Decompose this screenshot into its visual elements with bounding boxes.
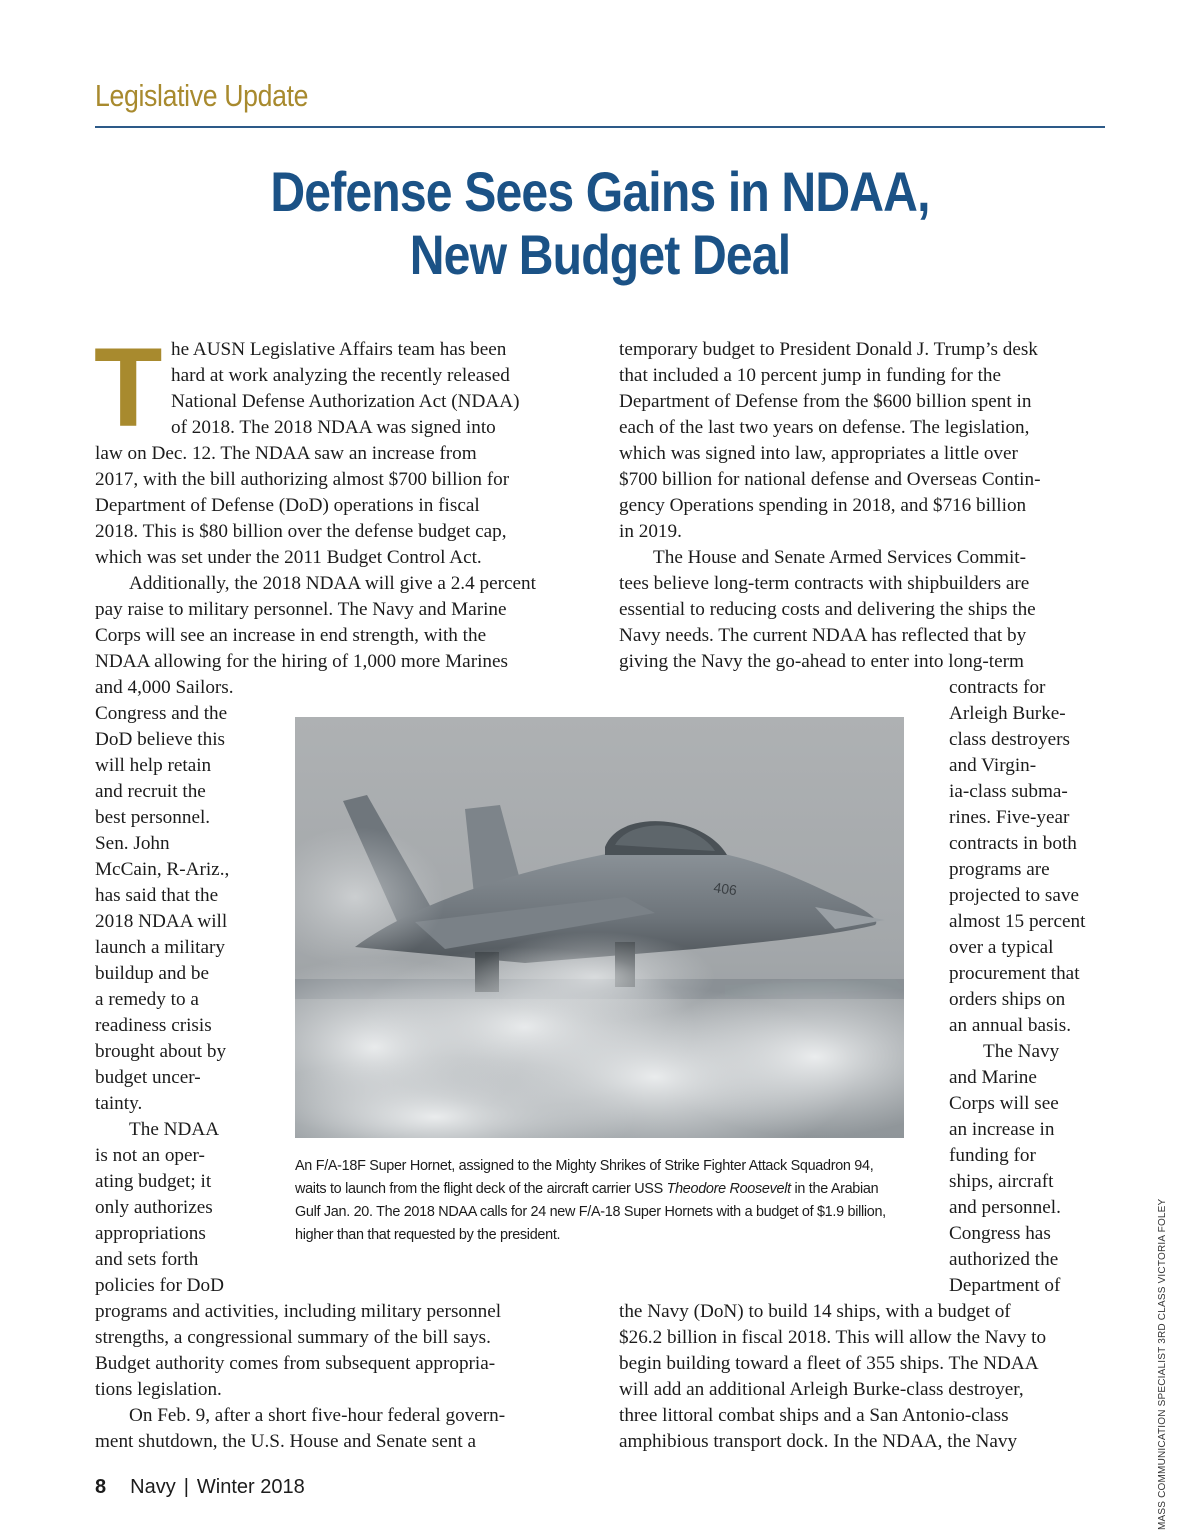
article-line: programs and activities, including military personnel (95, 1301, 502, 1322)
article-line: Arleigh Burke- (949, 703, 1066, 724)
article-line: gency Operations spending in 2018, and $716 billion (619, 495, 1027, 516)
article-line: contracts for (949, 677, 1046, 698)
article-line: three littoral combat ships and a San Antonio-class (619, 1405, 1009, 1426)
article-line: ment shutdown, the U.S. House and Senate sent a (95, 1431, 477, 1452)
article-line: ships, aircraft (949, 1171, 1054, 1192)
page-number: 8 (95, 1476, 107, 1498)
section-label: Legislative Update (95, 78, 309, 113)
article-line: only authorizes (95, 1197, 213, 1218)
article-line: The Navy (983, 1041, 1060, 1062)
article-line: Sen. John (95, 833, 170, 854)
article-line: $26.2 billion in fiscal 2018. This will allow the Navy to (619, 1327, 1047, 1348)
article-line: amphibious transport dock. In the NDAA, the Navy (619, 1431, 1018, 1452)
article-line: Budget authority comes from subsequent appropria- (95, 1353, 496, 1374)
article-line: authorized the (949, 1249, 1059, 1270)
article-line: tions legislation. (95, 1379, 222, 1400)
article-line: brought about by (95, 1041, 227, 1062)
article-line: the Navy (DoN) to build 14 ships, with a budget of (619, 1301, 1011, 1322)
article-line: and recruit the (95, 781, 206, 802)
footer-separator: | (183, 1476, 189, 1498)
article-line: appropriations (95, 1223, 206, 1244)
article-line: 2018 NDAA will (95, 911, 228, 932)
article-line: On Feb. 9, after a short five-hour federal govern- (129, 1405, 506, 1426)
article-line: almost 15 percent (949, 911, 1086, 932)
article-line: 2018. This is $80 billion over the defense budget cap, (95, 521, 507, 542)
article-line: a remedy to a (95, 989, 199, 1010)
article-line: Corps will see (949, 1093, 1059, 1114)
article-line: begin building toward a fleet of 355 ships. The NDAA (619, 1353, 1039, 1374)
article-line: will help retain (95, 755, 212, 776)
article-line: contracts in both (949, 833, 1077, 854)
article-line: and Virgin- (949, 755, 1037, 776)
article-line: policies for DoD (95, 1275, 224, 1296)
article-line: and personnel. (949, 1197, 1061, 1218)
article-line: pay raise to military personnel. The Navy and Marine (95, 599, 507, 620)
article-line: and sets forth (95, 1249, 199, 1270)
article-line: McCain, R-Ariz., (95, 859, 230, 880)
article-line: readiness crisis (95, 1015, 212, 1036)
article-line: Corps will see an increase in end strength, with the (95, 625, 487, 646)
article-line: class destroyers (949, 729, 1070, 750)
article-line: of 2018. The 2018 NDAA was signed into (171, 417, 496, 438)
tail-number: 406 (712, 879, 738, 899)
article-line: each of the last two years on defense. The legislation, (619, 417, 1030, 438)
issue-date: Winter 2018 (196, 1476, 305, 1498)
article-line: Additionally, the 2018 NDAA will give a 2.4 percent (129, 573, 536, 594)
article-line: National Defense Authorization Act (NDAA) (171, 391, 520, 412)
article-line: NDAA allowing for the hiring of 1,000 more Marines (95, 651, 508, 672)
article-line: temporary budget to President Donald J. Trump’s desk (619, 339, 1038, 360)
article-line: $700 billion for national defense and Overseas Contin- (619, 469, 1041, 490)
article-line: giving the Navy the go-ahead to enter into long-term (619, 651, 1024, 672)
article-line: DoD believe this (95, 729, 226, 750)
article-line: Congress has (949, 1223, 1051, 1244)
article-line: has said that the (95, 885, 219, 906)
article-line: ating budget; it (95, 1171, 212, 1192)
publication-name: Navy (130, 1476, 176, 1498)
article-line: in 2019. (619, 521, 682, 542)
article-line: is not an oper- (95, 1145, 205, 1166)
article-line: best personnel. (95, 807, 211, 828)
headline (60, 160, 1140, 286)
article-line: buildup and be (95, 963, 210, 984)
article-line: rines. Five-year (949, 807, 1070, 828)
article-line: Department of (949, 1275, 1061, 1296)
article-line: The House and Senate Armed Services Commit- (653, 547, 1027, 568)
article-line: which was set under the 2011 Budget Control Act. (95, 547, 482, 568)
headline-line-2: New Budget Deal (409, 223, 791, 286)
article-line: an increase in (949, 1119, 1055, 1140)
article-line: budget uncer- (95, 1067, 201, 1088)
article-line: strengths, a congressional summary of the bill says. (95, 1327, 491, 1348)
article-line: funding for (949, 1145, 1036, 1166)
article-line: The NDAA (129, 1119, 220, 1140)
article-line: law on Dec. 12. The NDAA saw an increase from (95, 443, 477, 464)
article-line: programs are (949, 859, 1050, 880)
article-line: procurement that (949, 963, 1080, 984)
article-line: Congress and the (95, 703, 228, 724)
photo-caption: An F/A-18F Super Hornet, assigned to the Mighty Shrikes of Strike Fighter Attack Squadron 94, waits to launch from the flight deck of the aircraft carrier USS Theodore Roosevelt in the Arabian Gulf Jan. 20. The 2018 NDAA calls for 24 new F/A-18 Super Hornets with a budget of $1.9 billion, higher than that requested by the president. (295, 1158, 886, 1243)
page-footer (95, 1476, 305, 1499)
article-line: Navy needs. The current NDAA has reflected that by (619, 625, 1027, 646)
ship-name: Theodore Roosevelt (666, 1181, 791, 1197)
article-line: Department of Defense from the $600 billion spent in (619, 391, 1032, 412)
article-line: an annual basis. (949, 1015, 1072, 1036)
article-line: and 4,000 Sailors. (95, 677, 234, 698)
article-line: over a typical (949, 937, 1054, 958)
article-line: tainty. (95, 1093, 143, 1114)
article-line: that included a 10 percent jump in funding for the (619, 365, 1002, 386)
drop-cap: T (94, 325, 163, 450)
article-line: hard at work analyzing the recently released (171, 365, 510, 386)
article-line: will add an additional Arleigh Burke-class destroyer, (619, 1379, 1024, 1400)
article-line: tees believe long-term contracts with shipbuilders are (619, 573, 1030, 594)
article-line: projected to save (949, 885, 1079, 906)
article-line: 2017, with the bill authorizing almost $700 billion for (95, 469, 510, 490)
fighter-jet-photo (295, 717, 904, 1138)
article-line: and Marine (949, 1067, 1037, 1088)
article-line: ia-class subma- (949, 781, 1068, 802)
headline-line-1: Defense Sees Gains in NDAA, (270, 160, 930, 223)
article-line: launch a military (95, 937, 226, 958)
section-divider (95, 126, 1105, 128)
article-line: essential to reducing costs and delivering the ships the (619, 599, 1036, 620)
article-line: he AUSN Legislative Affairs team has been (171, 339, 507, 360)
photo-credit: MASS COMMUNICATION SPECIALIST 3RD CLASS VICTORIA FOLEY (1157, 1198, 1168, 1530)
article-line: Department of Defense (DoD) operations in fiscal (95, 495, 480, 516)
article-line: orders ships on (949, 989, 1066, 1010)
article-line: which was signed into law, appropriates a little over (619, 443, 1018, 464)
